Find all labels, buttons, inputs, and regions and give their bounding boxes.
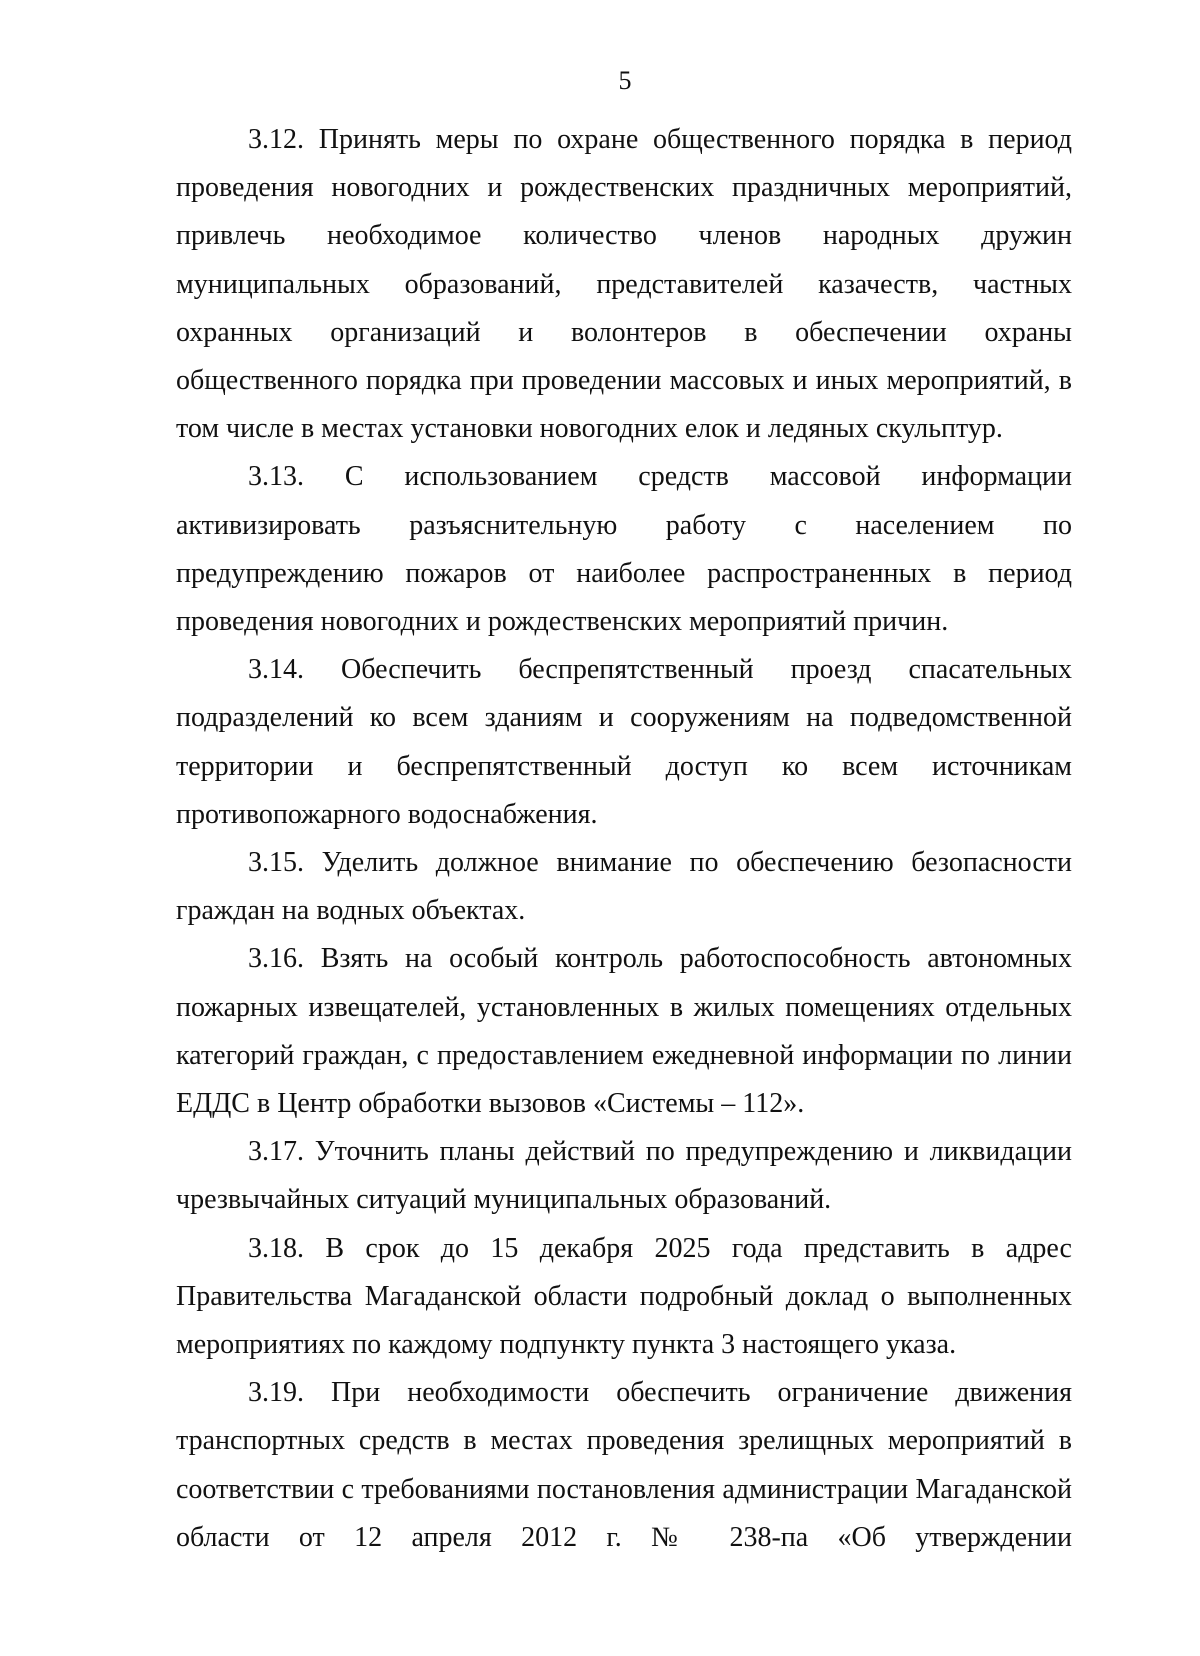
- paragraph-3-16: 3.16. Взять на особый контроль работоспособность автономных пожарных извещателей, установленных в жилых помещениях отдельных категорий граждан, с предоставлением ежедневной информации по линии ЕДДС в Центр обработки вызовов «Системы – 112».: [176, 943, 1072, 1120]
- paragraph-3-17: 3.17. Уточнить планы действий по предупреждению и ликвидации чрезвычайных ситуаций муниципальных образований.: [176, 1136, 1072, 1216]
- document-body: [176, 116, 1072, 1562]
- paragraph-3-18: 3.18. В срок до 15 декабря 2025 года представить в адрес Правительства Магаданской области подробный доклад о выполненных мероприятиях по каждому подпункту пункта 3 настоящего указа.: [176, 1232, 1072, 1361]
- paragraph-3-15: 3.15. Уделить должное внимание по обеспечению безопасности граждан на водных объектах.: [176, 847, 1072, 927]
- paragraph-3-19: 3.19. При необходимости обеспечить ограничение движения транспортных средств в местах проведения зрелищных мероприятий в соответствии с требованиями постановления администрации Магаданской области от 12 апреля 2012 г. № 238-па «Об утверждении: [176, 1377, 1072, 1553]
- paragraph-3-14: 3.14. Обеспечить беспрепятственный проезд спасательных подразделений ко всем зданиям и сооружениям на подведомственной территории и беспрепятственный доступ ко всем источникам противопожарного водоснабжения.: [176, 654, 1072, 830]
- paragraph-3-13: 3.13. С использованием средств массовой информации активизировать разъяснительную работу с населением по предупреждению пожаров от наиболее распространенных в период проведения новогодних и рождественских мероприятий причин.: [176, 461, 1072, 638]
- paragraph-3-12: 3.12. Принять меры по охране общественного порядка в период проведения новогодних и рождественских праздничных мероприятий, привлечь необходимое количество членов народных дружин муниципальных образований, представителей казачеств, частных охранных организаций и волонтеров в обеспечении охраны общественного порядка при проведении массовых и иных мероприятий, в том числе в местах установки новогодних елок и ледяных скульптур.: [176, 124, 1072, 445]
- page-number: 5: [618, 66, 632, 95]
